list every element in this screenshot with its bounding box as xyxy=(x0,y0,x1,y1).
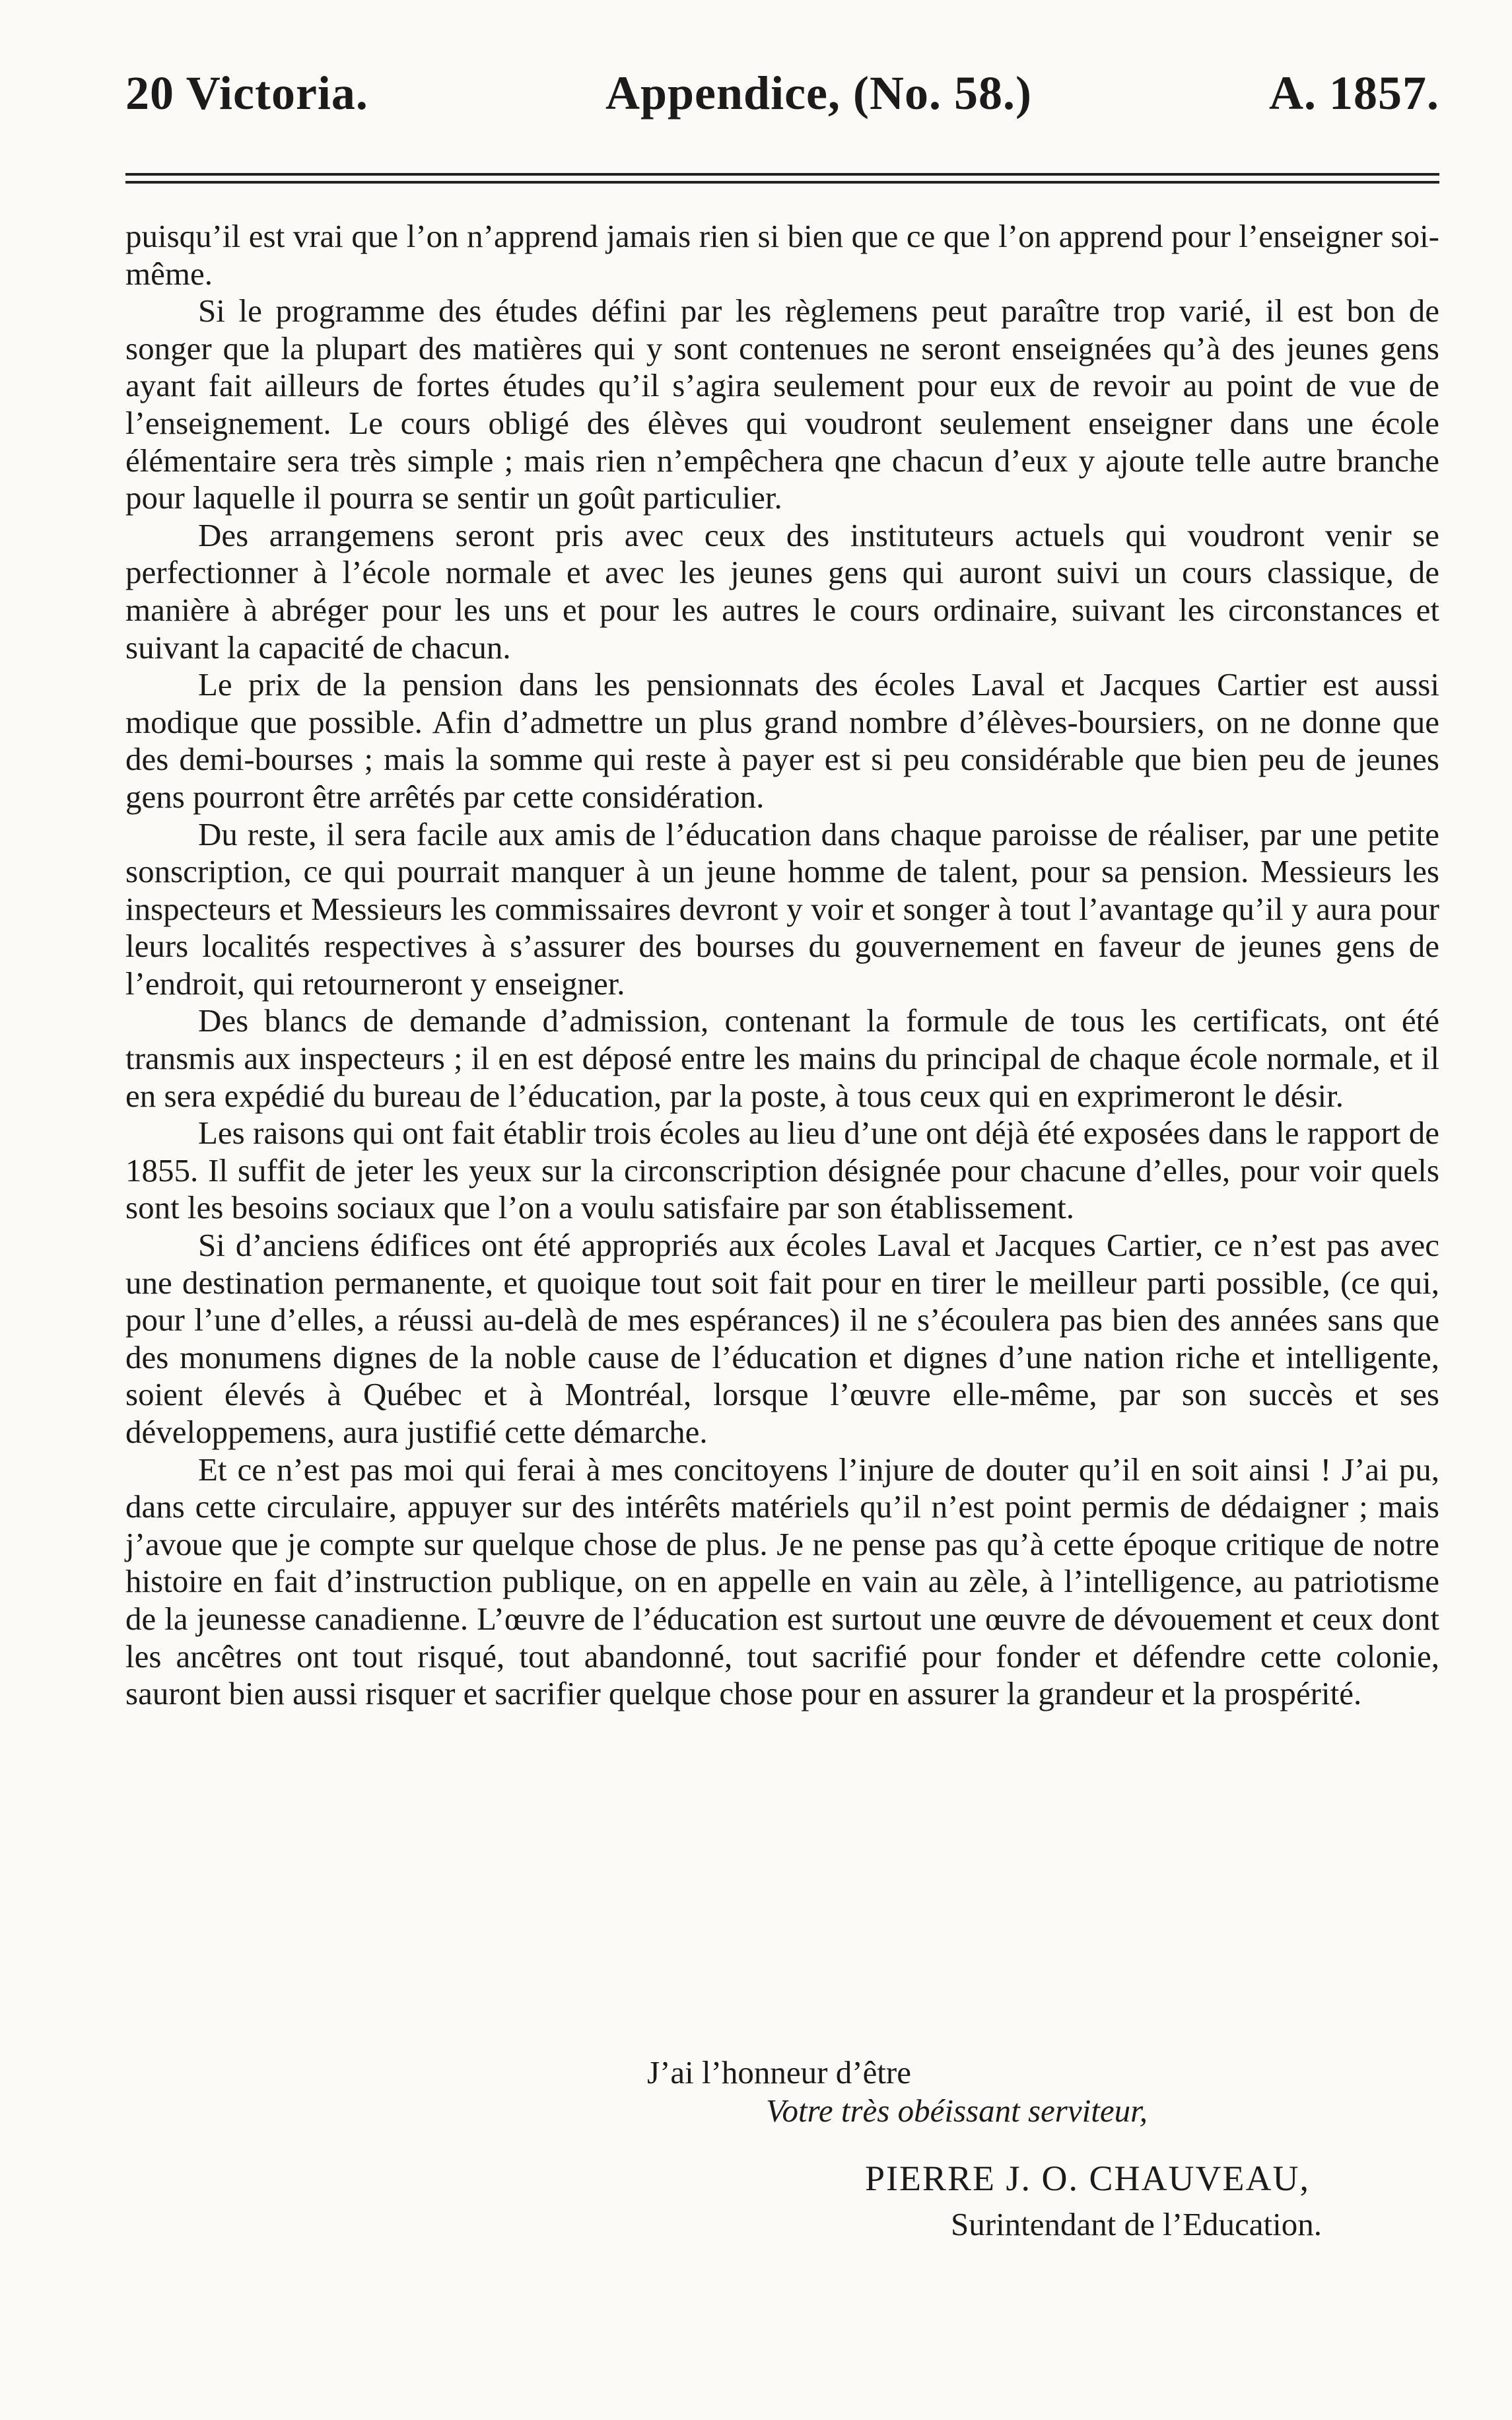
signature-title: Surintendant de l’Education. xyxy=(951,2206,1322,2242)
header-appendix: Appendice, (No. 58.) xyxy=(605,67,1032,120)
header-rule-top xyxy=(125,173,1439,176)
paragraph-4: Le prix de la pension dans les pensionnats des écoles Laval et Jacques Cartier est aussi modique que possible. Afin d’admettre un plus grand nombre d’élèves-boursiers, on ne donne que des demi-bourses ; mais la somme qui reste à payer est si peu considérable que bien peu de jeunes gens pourront être arrêtés par cette considération. xyxy=(125,666,1439,815)
paragraph-3: Des arrangemens seront pris avec ceux des instituteurs actuels qui voudront venir se perfectionner à l’école normale et avec les jeunes gens qui auront suivi un cours classique, de manière à abréger pour les uns et pour les autres le cours ordinaire, suivant les circonstances et suivant la capacité de chacun. xyxy=(125,516,1439,666)
paragraph-1: puisqu’il est vrai que l’on n’apprend jamais rien si bien que ce que l’on apprend pour l’enseigner soi-même. xyxy=(125,218,1439,292)
paragraph-7: Les raisons qui ont fait établir trois écoles au lieu d’une ont déjà été exposées dans le rapport de 1855. Il suffit de jeter les yeux sur la circonscription désignée pour chacune d’elles, pour voir quels sont les besoins sociaux que l’on a voulu satisfaire par son établissement. xyxy=(125,1115,1439,1226)
signature-name: PIERRE J. O. CHAUVEAU, xyxy=(865,2159,1311,2198)
paragraph-8: Si d’anciens édifices ont été appropriés aux écoles Laval et Jacques Cartier, ce n’est pas avec une destination permanente, et quoique tout soit fait pour en tirer le meilleur parti possible, (ce qui, pour l’une d’elles, a réussi au-delà de mes espérances) il ne s’écoulera pas bien des années sans que des monumens dignes de la noble cause de l’éducation et dignes d’une nation riche et intelligente, soient élevés à Québec et à Montréal, lorsque l’œuvre elle-même, par son succès et ses développemens, aura justifié cette démarche. xyxy=(125,1227,1439,1450)
header-rule-bottom xyxy=(125,181,1439,184)
closing-line: J’ai l’honneur d’être xyxy=(647,2054,911,2091)
page-header xyxy=(125,66,1439,125)
paragraph-5: Du reste, il sera facile aux amis de l’éducation dans chaque paroisse de réaliser, par une petite sonscription, ce qui pourrait manquer à un jeune homme de talent, pour sa pension. Messieurs les inspecteurs et Messieurs les commissaires devront y voir et songer à tout l’avantage qu’il y aura pour leurs localités respectives à s’assurer des bourses du gouvernement en faveur de jeunes gens de l’endroit, qui retourneront y enseigner. xyxy=(125,815,1439,1002)
document-body xyxy=(125,218,1439,1713)
paragraph-2: Si le programme des études défini par les règlemens peut paraître trop varié, il est bon de songer que la plupart des matières qui y sont contenues ne seront enseignées qu’à des jeunes gens ayant fait ailleurs de fortes études qu’il s’agira seulement pour eux de revoir au point de vue de l’enseignement. Le cours obligé des élèves qui voudront seulement enseigner dans une école élémentaire sera très simple ; mais rien n’empêchera qne chacun d’eux y ajoute telle autre branche pour laquelle il pourra se sentir un goût particulier. xyxy=(125,293,1439,516)
closing-salutation: Votre très obéissant serviteur, xyxy=(766,2092,1148,2129)
header-year: A. 1857. xyxy=(1268,67,1439,120)
paragraph-9: Et ce n’est pas moi qui ferai à mes concitoyens l’injure de douter qu’il en soit ainsi ! J’ai pu, dans cette circulaire, appuyer sur des intérêts matériels qu’il n’est point permis de dédaigner ; mais j’avoue que je compte sur quelque chose de plus. Je ne pense pas qu’à cette époque critique de notre histoire en fait d’instruction publique, on en appelle en vain au zèle, à l’intelligence, au patriotisme de la jeunesse canadienne. L’œuvre de l’éducation est surtout une œuvre de dévouement et ceux dont les ancêtres ont tout risqué, tout abandonné, tout sacrifié pour fonder et défendre cette colonie, sauront bien aussi risquer et sacrifier quelque chose pour en assurer la grandeur et la prospérité. xyxy=(125,1451,1439,1712)
paragraph-6: Des blancs de demande d’admission, contenant la formule de tous les certificats, ont été transmis aux inspecteurs ; il en est déposé entre les mains du principal de chaque école normale, et il en sera expédié du bureau de l’éducation, par la poste, à tous ceux qui en exprimeront le désir. xyxy=(125,1002,1439,1114)
header-volume: 20 Victoria. xyxy=(125,67,368,120)
